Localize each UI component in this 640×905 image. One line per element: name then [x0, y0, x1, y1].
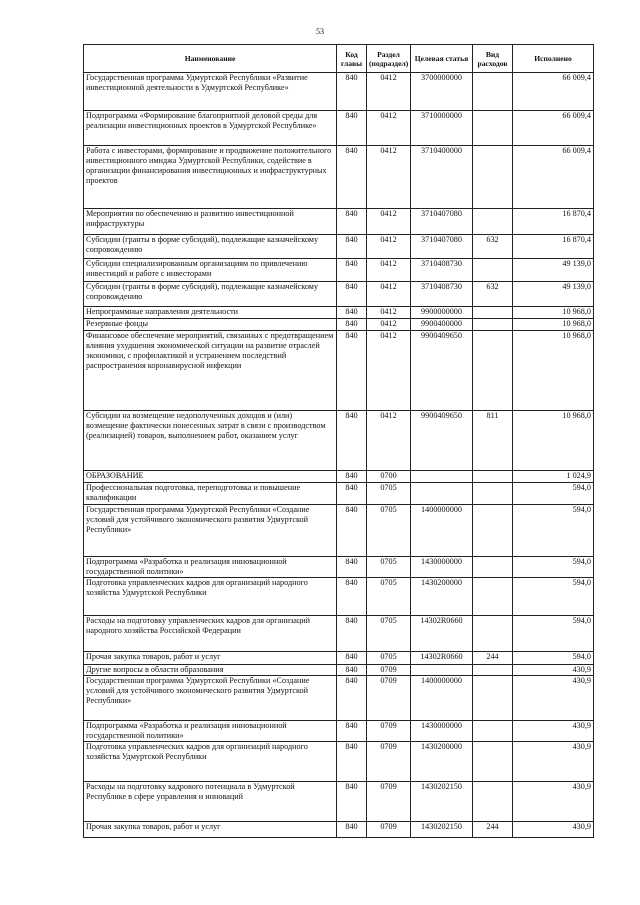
cell-name: Непрограммные направления деятельности — [84, 307, 337, 319]
cell-section: 0412 — [367, 331, 411, 411]
cell-section: 0412 — [367, 282, 411, 307]
table-header-row — [84, 45, 594, 73]
cell-type — [473, 471, 513, 483]
cell-done: 10 968,0 — [513, 411, 594, 471]
cell-target — [411, 483, 473, 505]
cell-name: Подготовка управленческих кадров для организаций народного хозяйства Удмуртской Республики — [84, 578, 337, 616]
cell-name: Прочая закупка товаров, работ и услуг — [84, 652, 337, 665]
cell-code: 840 — [337, 146, 367, 209]
cell-name: Подпрограмма «Формирование благоприятной деловой среды для реализации инвестиционных проектов в Удмуртской Республике» — [84, 111, 337, 146]
page-number: 53 — [316, 27, 324, 36]
table-body — [84, 73, 594, 838]
cell-name: Расходы на подготовку кадрового потенциала в Удмуртской Республике в сфере управления и инноваций — [84, 782, 337, 822]
table-row — [84, 505, 594, 557]
cell-done: 594,0 — [513, 505, 594, 557]
cell-code: 840 — [337, 483, 367, 505]
cell-target: 14302R0660 — [411, 616, 473, 652]
table-row — [84, 721, 594, 742]
cell-done: 430,9 — [513, 676, 594, 721]
cell-name: Подпрограмма «Разработка и реализация инновационной государственной политики» — [84, 721, 337, 742]
table-row — [84, 411, 594, 471]
cell-code: 840 — [337, 307, 367, 319]
header-done: Исполнено — [513, 45, 594, 73]
cell-target — [411, 665, 473, 676]
table-row — [84, 111, 594, 146]
cell-target: 1430200000 — [411, 578, 473, 616]
cell-done: 1 024,9 — [513, 471, 594, 483]
cell-done: 49 139,0 — [513, 259, 594, 282]
cell-type — [473, 483, 513, 505]
table-row — [84, 471, 594, 483]
cell-target: 9900409650 — [411, 411, 473, 471]
header-type: Вид расходов — [473, 45, 513, 73]
cell-type — [473, 146, 513, 209]
cell-section: 0412 — [367, 209, 411, 235]
cell-section: 0705 — [367, 505, 411, 557]
cell-type: 632 — [473, 235, 513, 259]
cell-section: 0412 — [367, 307, 411, 319]
cell-done: 594,0 — [513, 483, 594, 505]
cell-code: 840 — [337, 578, 367, 616]
cell-name: Прочая закупка товаров, работ и услуг — [84, 822, 337, 838]
header-name: Наименование — [84, 45, 337, 73]
cell-section: 0709 — [367, 782, 411, 822]
cell-type — [473, 331, 513, 411]
cell-type: 811 — [473, 411, 513, 471]
cell-done: 594,0 — [513, 557, 594, 578]
cell-type: 244 — [473, 822, 513, 838]
header-target: Целевая статья — [411, 45, 473, 73]
cell-code: 840 — [337, 331, 367, 411]
cell-done: 66 009,4 — [513, 111, 594, 146]
cell-section: 0412 — [367, 111, 411, 146]
cell-target: 9900000000 — [411, 307, 473, 319]
table-row — [84, 235, 594, 259]
cell-section: 0700 — [367, 471, 411, 483]
cell-code: 840 — [337, 822, 367, 838]
cell-section: 0709 — [367, 721, 411, 742]
cell-done: 430,9 — [513, 822, 594, 838]
cell-name: Резервные фонды — [84, 319, 337, 331]
table-row — [84, 307, 594, 319]
cell-code: 840 — [337, 259, 367, 282]
cell-target: 9900409650 — [411, 331, 473, 411]
cell-target: 14302R0660 — [411, 652, 473, 665]
cell-target: 3710400000 — [411, 146, 473, 209]
table-row — [84, 822, 594, 838]
table-row — [84, 742, 594, 782]
cell-section: 0709 — [367, 822, 411, 838]
cell-section: 0412 — [367, 146, 411, 209]
cell-code: 840 — [337, 471, 367, 483]
cell-code: 840 — [337, 73, 367, 111]
cell-target: 1430202150 — [411, 782, 473, 822]
cell-type — [473, 259, 513, 282]
cell-code: 840 — [337, 209, 367, 235]
table-row — [84, 209, 594, 235]
cell-section: 0705 — [367, 616, 411, 652]
cell-name: Расходы на подготовку управленческих кадров для организаций народного хозяйства Российской Федерации — [84, 616, 337, 652]
table-row — [84, 146, 594, 209]
table-row — [84, 652, 594, 665]
cell-done: 10 968,0 — [513, 307, 594, 319]
cell-type — [473, 676, 513, 721]
cell-done: 430,9 — [513, 782, 594, 822]
cell-name: ОБРАЗОВАНИЕ — [84, 471, 337, 483]
cell-done: 10 968,0 — [513, 331, 594, 411]
cell-type — [473, 319, 513, 331]
cell-target: 3710408730 — [411, 282, 473, 307]
cell-name: Мероприятия по обеспечению и развитию инвестиционной инфраструктуры — [84, 209, 337, 235]
cell-name: Субсидии (гранты в форме субсидий), подлежащие казначейскому сопровождению — [84, 282, 337, 307]
cell-target: 3710407080 — [411, 209, 473, 235]
cell-type — [473, 505, 513, 557]
cell-section: 0412 — [367, 235, 411, 259]
cell-done: 16 870,4 — [513, 235, 594, 259]
cell-section: 0412 — [367, 319, 411, 331]
cell-target: 1430000000 — [411, 721, 473, 742]
cell-target: 1400000000 — [411, 676, 473, 721]
cell-name: Субсидии на возмещение недополученных доходов и (или) возмещение фактически понесенных затрат в связи с производством (реализацией) товаров, выполнением работ, оказанием услуг — [84, 411, 337, 471]
cell-code: 840 — [337, 319, 367, 331]
cell-name: Финансовое обеспечение мероприятий, связанных с предотвращением влияния ухудшения экономической ситуации на развитие отраслей экономики, с профилактикой и устранением последствий распространения коронавирусной инфекции — [84, 331, 337, 411]
cell-done: 66 009,4 — [513, 146, 594, 209]
cell-name: Государственная программа Удмуртской Республики «Создание условий для устойчивого экономического развития Удмуртской Республики» — [84, 505, 337, 557]
cell-name: Другие вопросы в области образования — [84, 665, 337, 676]
cell-code: 840 — [337, 652, 367, 665]
cell-code: 840 — [337, 616, 367, 652]
cell-name: Государственная программа Удмуртской Республики «Создание условий для устойчивого экономического развития Удмуртской Республики» — [84, 676, 337, 721]
cell-type: 244 — [473, 652, 513, 665]
cell-section: 0709 — [367, 665, 411, 676]
cell-type — [473, 307, 513, 319]
cell-type — [473, 665, 513, 676]
table-row — [84, 578, 594, 616]
cell-code: 840 — [337, 505, 367, 557]
cell-section: 0705 — [367, 578, 411, 616]
cell-name: Подготовка управленческих кадров для организаций народного хозяйства Удмуртской Республики — [84, 742, 337, 782]
cell-code: 840 — [337, 111, 367, 146]
cell-target — [411, 471, 473, 483]
cell-section: 0705 — [367, 483, 411, 505]
table-row — [84, 782, 594, 822]
table-row — [84, 616, 594, 652]
table-row — [84, 676, 594, 721]
table-row — [84, 483, 594, 505]
cell-type — [473, 742, 513, 782]
cell-name: Подпрограмма «Разработка и реализация инновационной государственной политики» — [84, 557, 337, 578]
cell-type: 632 — [473, 282, 513, 307]
cell-section: 0412 — [367, 73, 411, 111]
cell-done: 16 870,4 — [513, 209, 594, 235]
cell-code: 840 — [337, 742, 367, 782]
cell-target: 1400000000 — [411, 505, 473, 557]
cell-done: 594,0 — [513, 652, 594, 665]
cell-code: 840 — [337, 782, 367, 822]
cell-code: 840 — [337, 665, 367, 676]
cell-target: 3710407080 — [411, 235, 473, 259]
cell-code: 840 — [337, 721, 367, 742]
cell-target: 3710000000 — [411, 111, 473, 146]
header-code: Код главы — [337, 45, 367, 73]
cell-section: 0709 — [367, 742, 411, 782]
cell-section: 0412 — [367, 411, 411, 471]
cell-section: 0412 — [367, 259, 411, 282]
cell-type — [473, 73, 513, 111]
cell-type — [473, 578, 513, 616]
cell-done: 66 009,4 — [513, 73, 594, 111]
cell-type — [473, 209, 513, 235]
table-row — [84, 282, 594, 307]
cell-code: 840 — [337, 235, 367, 259]
table-row — [84, 665, 594, 676]
cell-target: 1430200000 — [411, 742, 473, 782]
cell-done: 10 968,0 — [513, 319, 594, 331]
cell-code: 840 — [337, 411, 367, 471]
cell-name: Субсидии специализированным организациям по привлечению инвестиций и работе с инвесторами — [84, 259, 337, 282]
cell-target: 1430000000 — [411, 557, 473, 578]
cell-done: 430,9 — [513, 665, 594, 676]
cell-done: 594,0 — [513, 578, 594, 616]
cell-target: 1430202150 — [411, 822, 473, 838]
header-section: Раздел (подраздел) — [367, 45, 411, 73]
cell-code: 840 — [337, 557, 367, 578]
cell-type — [473, 782, 513, 822]
cell-name: Профессиональная подготовка, переподготовка и повышение квалификации — [84, 483, 337, 505]
cell-target: 9900400000 — [411, 319, 473, 331]
cell-target: 3710408730 — [411, 259, 473, 282]
cell-code: 840 — [337, 676, 367, 721]
cell-code: 840 — [337, 282, 367, 307]
budget-table — [83, 44, 594, 838]
cell-name: Субсидии (гранты в форме субсидий), подлежащие казначейскому сопровождению — [84, 235, 337, 259]
table-row — [84, 557, 594, 578]
cell-type — [473, 616, 513, 652]
table-row — [84, 331, 594, 411]
cell-done: 430,9 — [513, 742, 594, 782]
cell-done: 594,0 — [513, 616, 594, 652]
cell-type — [473, 111, 513, 146]
cell-type — [473, 721, 513, 742]
cell-done: 49 139,0 — [513, 282, 594, 307]
cell-section: 0705 — [367, 652, 411, 665]
cell-name: Работа с инвесторами, формирование и продвижение положительного инвестиционного имиджа Удмуртской Республики, содействие в организации финансирования инвестиционных и инфраструктурных проектов — [84, 146, 337, 209]
table-row — [84, 73, 594, 111]
cell-section: 0709 — [367, 676, 411, 721]
cell-done: 430,9 — [513, 721, 594, 742]
table-row — [84, 319, 594, 331]
cell-target: 3700000000 — [411, 73, 473, 111]
cell-name: Государственная программа Удмуртской Республики «Развитие инвестиционной деятельности в Удмуртской Республике» — [84, 73, 337, 111]
cell-type — [473, 557, 513, 578]
table-row — [84, 259, 594, 282]
cell-section: 0705 — [367, 557, 411, 578]
